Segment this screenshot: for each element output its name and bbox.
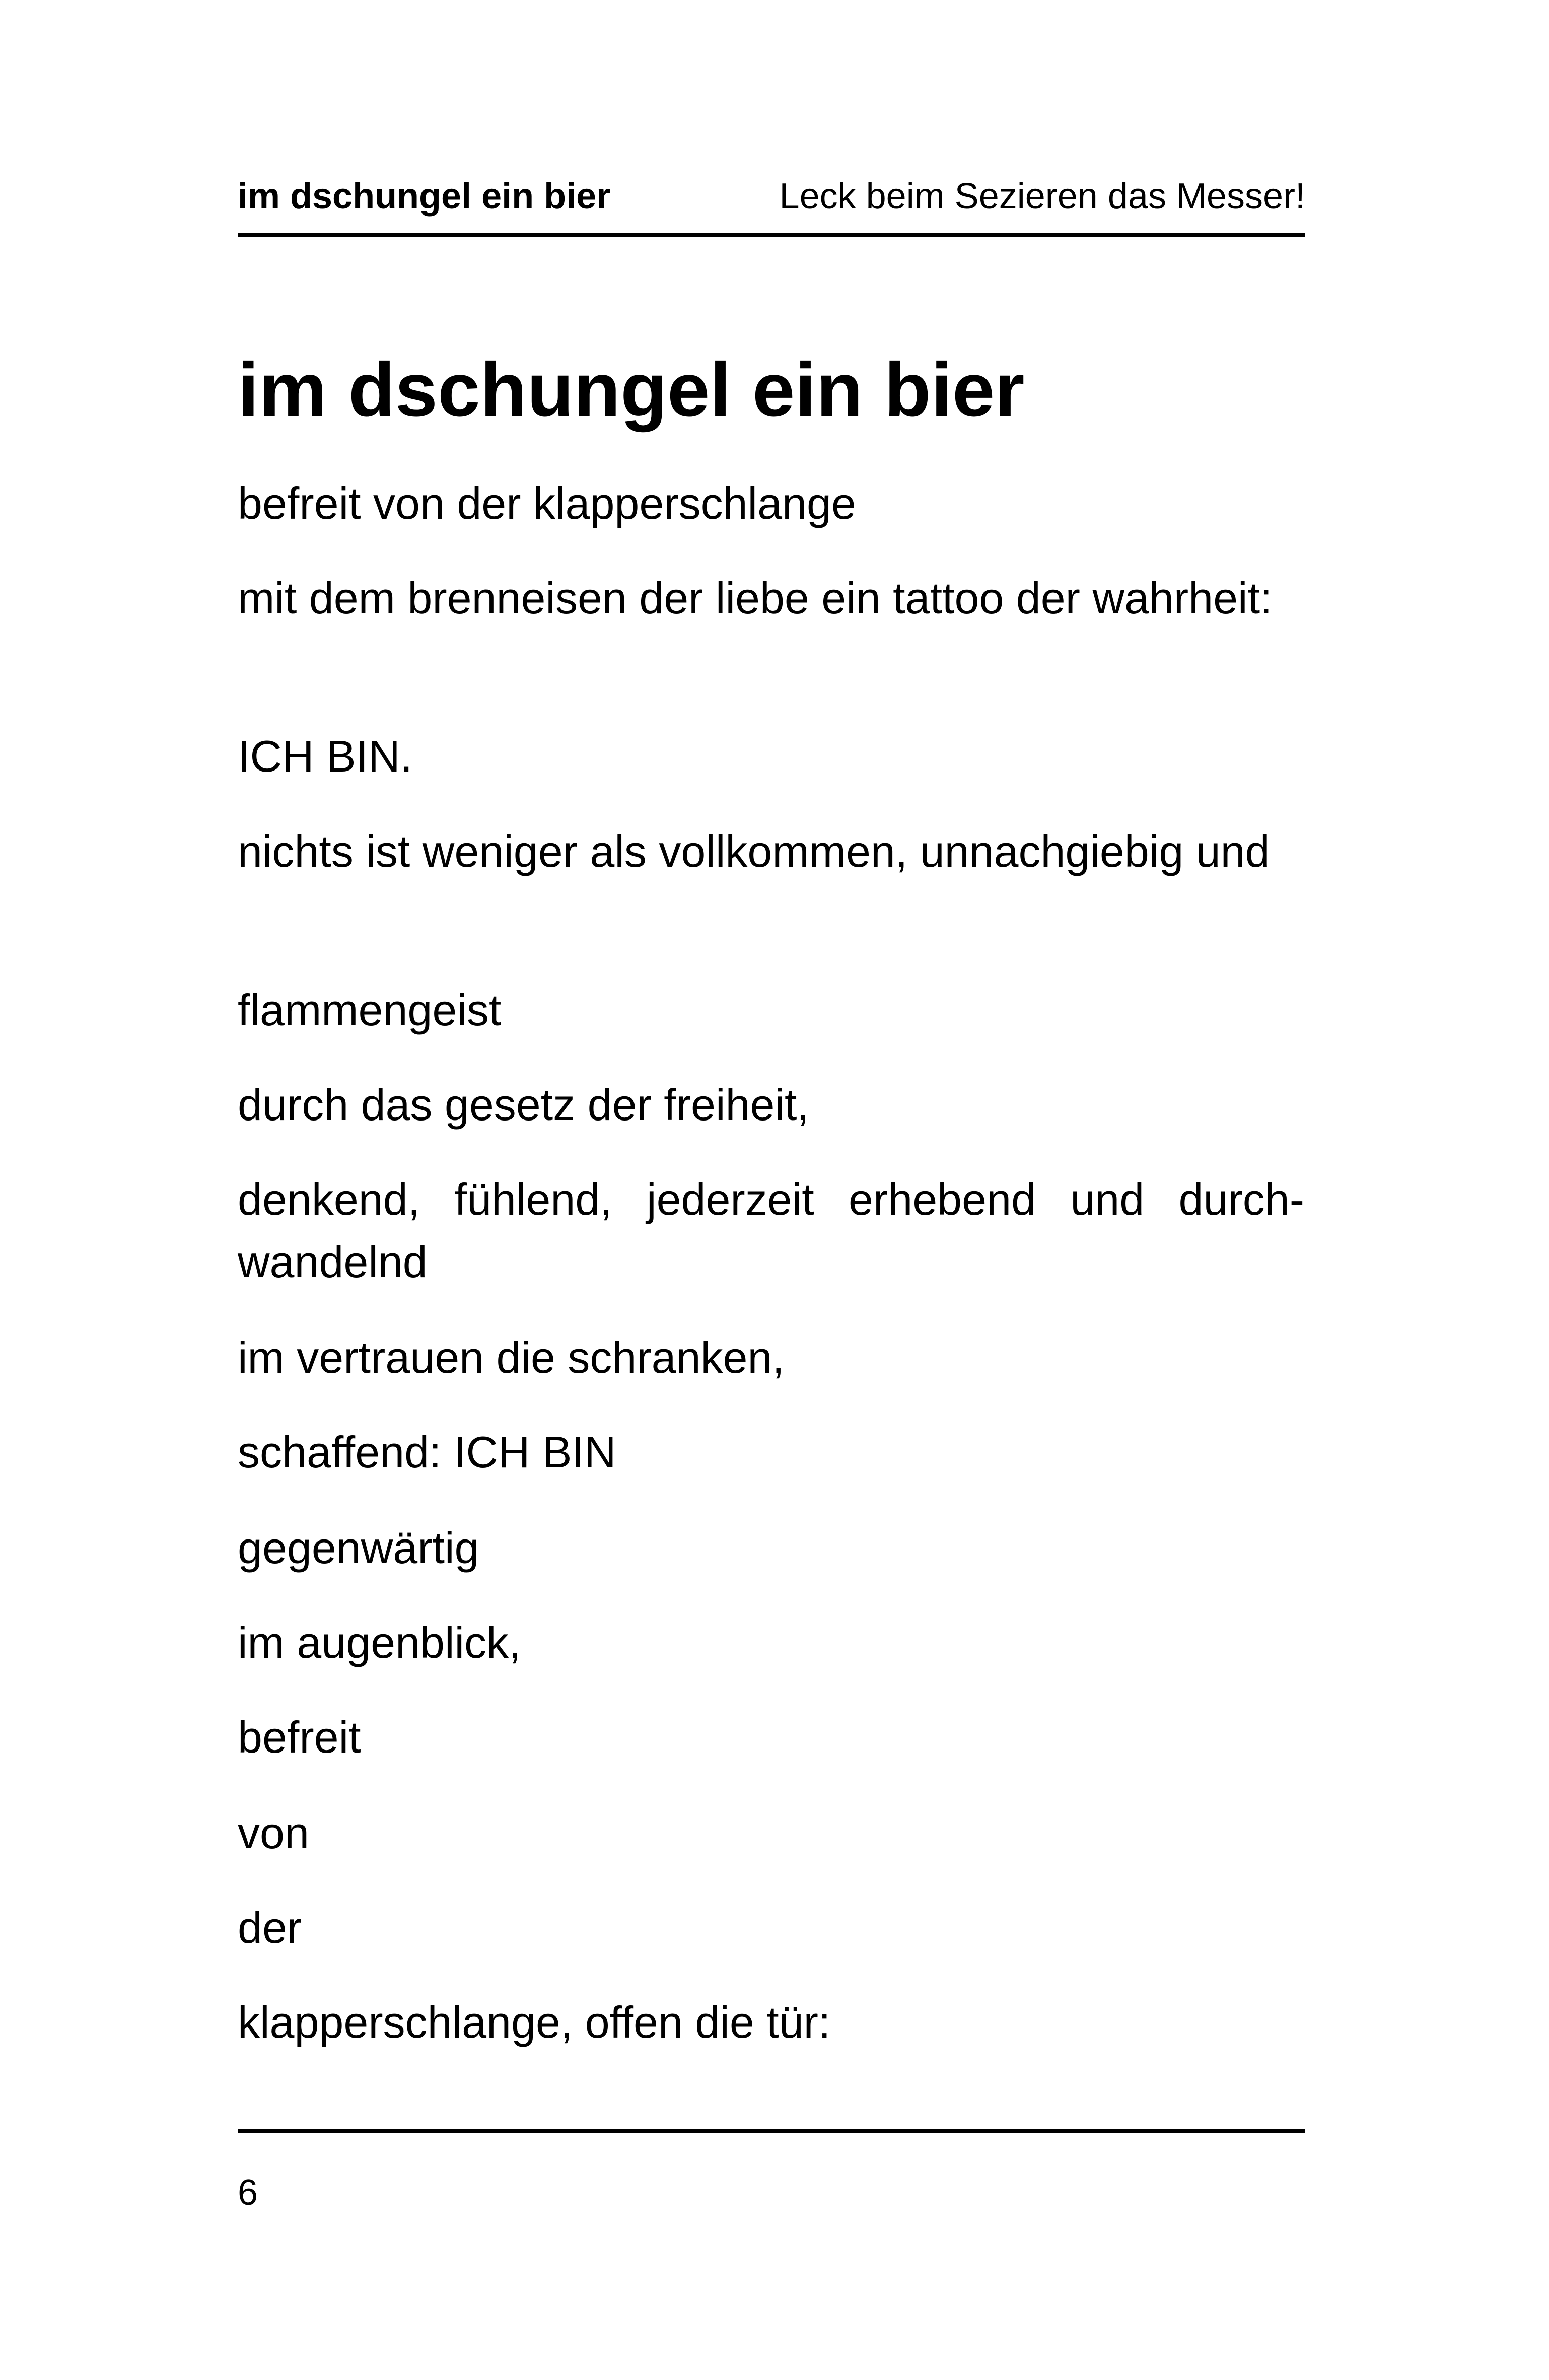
poem-title: im dschungel ein bier <box>238 347 1025 433</box>
poem-line-14: der <box>238 1903 302 1952</box>
poem-line-15: klapperschlange, offen die tür: <box>238 1997 831 2047</box>
running-header-subtitle: Leck beim Sezieren das Messer! <box>779 176 1305 217</box>
poem-line-6: durch das gesetz der freiheit, <box>238 1080 809 1130</box>
poem-line-12: befreit <box>238 1712 361 1762</box>
page-number: 6 <box>238 2173 258 2213</box>
running-header-title: im dschungel ein bier <box>238 176 611 217</box>
poem-line-10: gegenwärtig <box>238 1523 479 1573</box>
poem-line-8: im vertrauen die schranken, <box>238 1333 785 1382</box>
poem-line-1: befreit von der klapperschlange <box>238 478 856 528</box>
poem-line-7: denkend, fühlend, jederzeit erhebend und durchwandelnd <box>238 1174 1304 1287</box>
poem-line-5: flammengeist <box>238 985 502 1035</box>
poem-line-13: von <box>238 1808 309 1858</box>
poem-line-2: mit dem brenneisen der liebe ein tattoo der wahrheit: <box>238 573 1273 623</box>
poem-line-11: im augenblick, <box>238 1618 521 1667</box>
running-header <box>238 176 1305 222</box>
header-divider <box>238 233 1305 237</box>
poem-line-4: nichts ist weniger als vollkommen, unnachgiebig und <box>238 826 1270 876</box>
poem-line-3: ICH BIN. <box>238 731 413 781</box>
poem-line-9: schaffend: ICH BIN <box>238 1427 616 1477</box>
footer-divider <box>238 2129 1305 2133</box>
